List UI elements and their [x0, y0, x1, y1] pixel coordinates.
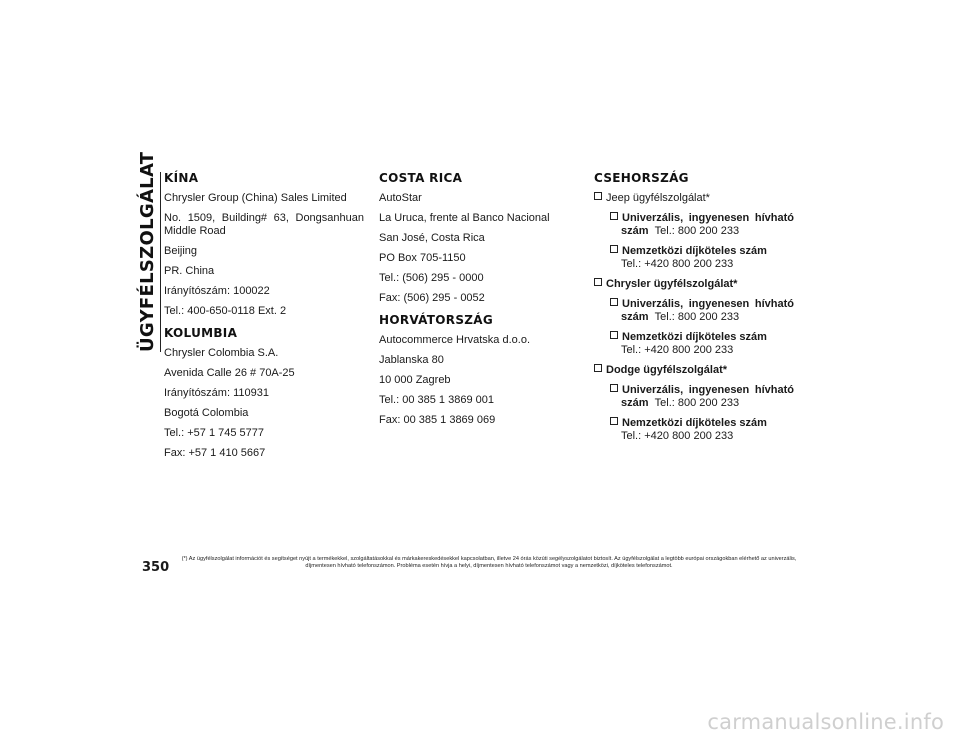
universal-number-item: [610, 298, 794, 324]
square-bullet-icon: [610, 331, 618, 339]
chrysler-service-label: Chrysler ügyfélszolgálat*: [606, 278, 738, 290]
universal-number-tel: Tel.: 800 200 233: [654, 225, 740, 237]
international-number-label: Nemzetközi díjköteles szám: [622, 331, 767, 343]
universal-number-tel: Tel.: 800 200 233: [654, 397, 740, 409]
square-bullet-icon: [610, 212, 618, 220]
croatia-line: 10 000 Zagreb: [379, 374, 451, 386]
international-number-item: [610, 417, 794, 443]
universal-number-label-tail: szám: [621, 311, 649, 323]
side-title-rule: [160, 172, 161, 352]
costarica-line: La Uruca, frente al Banco Nacional: [379, 212, 550, 224]
colombia-line: Bogotá Colombia: [164, 407, 249, 419]
heading-costa-rica: COSTA RICA: [379, 171, 463, 185]
square-bullet-icon: [594, 278, 602, 286]
colombia-line: Irányítószám: 110931: [164, 387, 269, 399]
colombia-line: Chrysler Colombia S.A.: [164, 347, 279, 359]
section-side-title: [137, 151, 159, 352]
international-number-tel: Tel.: +420 800 200 233: [621, 344, 734, 356]
dodge-service-label: Dodge ügyfélszolgálat*: [606, 364, 728, 376]
square-bullet-icon: [594, 192, 602, 200]
costarica-line: Fax: (506) 295 - 0052: [379, 292, 485, 304]
watermark: carmanualsonline.info: [707, 710, 944, 734]
costarica-line: PO Box 705-1150: [379, 252, 466, 264]
universal-number-label: Univerzális, ingyenesen hívható: [622, 212, 794, 224]
universal-number-item: [610, 212, 794, 238]
square-bullet-icon: [610, 298, 618, 306]
universal-number-item: [610, 384, 794, 410]
column-czech: [594, 170, 794, 450]
china-line: PR. China: [164, 265, 215, 277]
china-line: Irányítószám: 100022: [164, 285, 270, 297]
square-bullet-icon: [594, 364, 602, 372]
square-bullet-icon: [610, 384, 618, 392]
international-number-label: Nemzetközi díjköteles szám: [622, 417, 767, 429]
page-number: 350: [142, 560, 170, 575]
universal-number-label: Univerzális, ingyenesen hívható: [622, 298, 794, 310]
colombia-line: Fax: +57 1 410 5667: [164, 447, 266, 459]
column-china-colombia: [164, 170, 364, 467]
square-bullet-icon: [610, 245, 618, 253]
side-title-text: ÜGYFÉLSZOLGÁLAT: [137, 151, 158, 352]
costarica-line: San José, Costa Rica: [379, 232, 485, 244]
column-costarica-croatia: [379, 170, 579, 434]
heading-colombia: KOLUMBIA: [164, 326, 238, 340]
jeep-service-label: Jeep ügyfélszolgálat*: [606, 192, 710, 204]
croatia-line: Jablanska 80: [379, 354, 444, 366]
heading-czech: CSEHORSZÁG: [594, 171, 689, 185]
heading-china: KÍNA: [164, 171, 199, 185]
universal-number-label-tail: szám: [621, 225, 649, 237]
china-line: Tel.: 400-650-0118 Ext. 2: [164, 305, 287, 317]
costarica-line: Tel.: (506) 295 - 0000: [379, 272, 484, 284]
international-number-item: [610, 331, 794, 357]
colombia-line: Tel.: +57 1 745 5777: [164, 427, 264, 439]
chrysler-service-item: [594, 278, 794, 291]
jeep-service-item: [594, 192, 794, 205]
international-number-item: [610, 245, 794, 271]
footnote: (*) Az ügyfélszolgálat információt és segítséget nyújt a termékekkel, szolgáltatásokkal és márkakereskedésekkel kapcsolatban, illetve 24 órás közúti segélyszolgálatot biztosít. Az ügyfélszolgálat a legtöbb európai országokban elérhető az univerzális, díjmentesen hívható telefonszámon. Probléma esetén hívja a helyi, díjmentesen hívható telefonszámot vagy a nemzetközi, díjköteles telefonszámot.: [181, 556, 797, 569]
universal-number-label: Univerzális, ingyenesen hívható: [622, 384, 794, 396]
square-bullet-icon: [610, 417, 618, 425]
international-number-tel: Tel.: +420 800 200 233: [621, 258, 734, 270]
croatia-line: Autocommerce Hrvatska d.o.o.: [379, 334, 531, 346]
universal-number-tel: Tel.: 800 200 233: [654, 311, 740, 323]
international-number-label: Nemzetközi díjköteles szám: [622, 245, 767, 257]
heading-croatia: HORVÁTORSZÁG: [379, 313, 494, 327]
croatia-line: Tel.: 00 385 1 3869 001: [379, 394, 494, 406]
dodge-service-item: [594, 364, 794, 377]
international-number-tel: Tel.: +420 800 200 233: [621, 430, 734, 442]
colombia-line: Avenida Calle 26 # 70A-25: [164, 367, 295, 379]
china-line: Beijing: [164, 245, 198, 257]
china-line: No. 1509, Building# 63, Dongsanhuan Middle Road: [164, 212, 364, 237]
croatia-line: Fax: 00 385 1 3869 069: [379, 414, 496, 426]
costarica-line: AutoStar: [379, 192, 422, 204]
universal-number-label-tail: szám: [621, 397, 649, 409]
china-line: Chrysler Group (China) Sales Limited: [164, 192, 347, 204]
